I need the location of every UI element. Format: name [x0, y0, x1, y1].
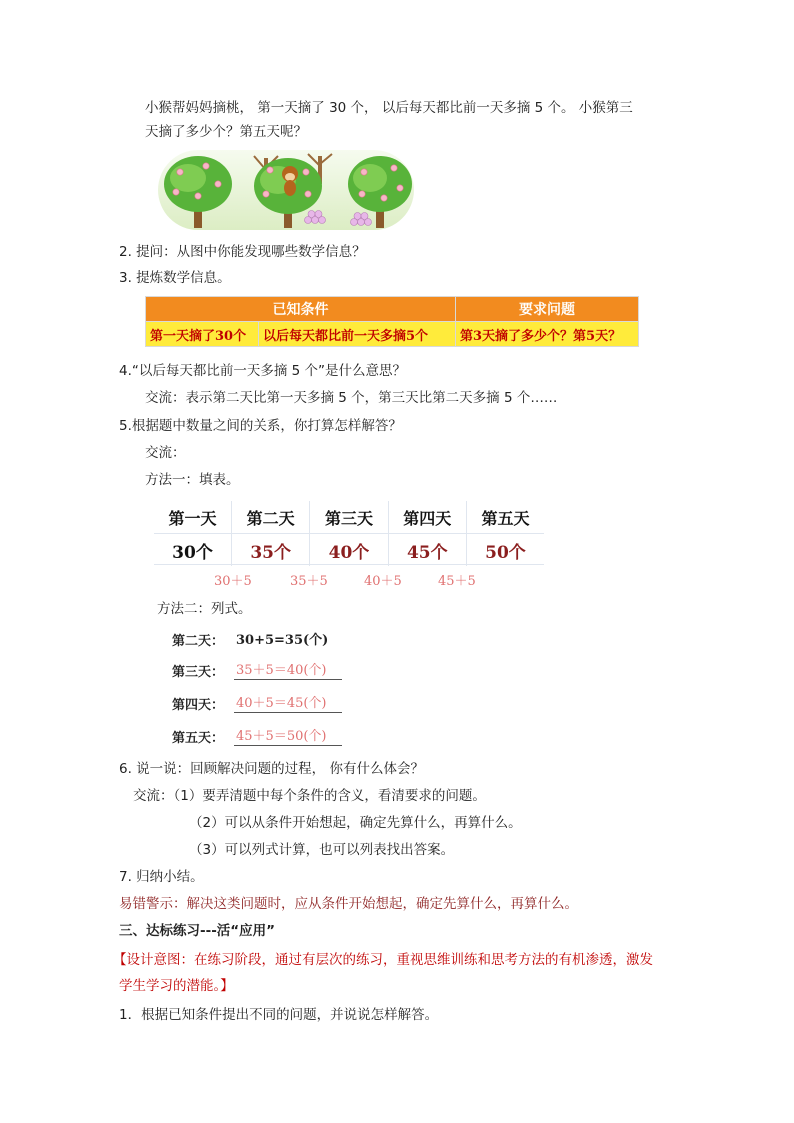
sum-label: 45＋5 [438, 574, 476, 589]
step-5-question: 5.根据题中数量之间的关系，你打算怎样解答？ [119, 418, 402, 434]
equation-expr: 45＋5＝50(个) [236, 729, 327, 744]
day-count: 40个 [310, 534, 388, 567]
exchange-label: 交流： [145, 445, 186, 461]
day-count: 30个 [172, 542, 213, 563]
day-header: 第二天 [232, 501, 310, 534]
exercise-1: 1．根据已知条件提出不同的问题，并说说怎样解答。 [119, 1007, 439, 1023]
day-header: 第四天 [388, 501, 466, 534]
condition-table [145, 296, 639, 347]
method-two-label: 方法二：列式。 [157, 601, 252, 617]
design-intent-line-1: 【设计意图：在练习阶段，通过有层次的练习，重视思维训练和思考方法的有机渗透，激发 [113, 952, 653, 968]
sum-label: 35＋5 [290, 574, 328, 589]
sum-label: 40＋5 [364, 574, 402, 589]
equation-label: 第二天： [172, 634, 225, 649]
section-3-heading: 三、达标练习---活“应用” [119, 923, 276, 939]
step-4-answer: 交流：表示第二天比第一天多摘 5 个，第三天比第二天多摘 5 个…… [145, 390, 558, 406]
step-6-answer-2: （2）可以从条件开始想起，确定先算什么，再算什么。 [189, 815, 522, 831]
day-count: 35个 [232, 534, 310, 567]
table-bottom-border [154, 564, 544, 565]
problem-line-1: 小猴帮妈妈摘桃， 第一天摘了 30 个， 以后每天都比前一天多摘 5 个。 小猴第三 [145, 100, 633, 116]
method-one-label: 方法一：填表。 [145, 472, 240, 488]
day-header: 第三天 [310, 501, 388, 534]
peach-tree-illustration [158, 150, 414, 230]
step-6-question: 6. 说一说：回顾解决问题的过程， 你有什么体会？ [119, 761, 424, 777]
day-header: 第五天 [466, 501, 544, 534]
answer-underline [234, 745, 342, 746]
equation-expr: 35＋5＝40(个) [236, 663, 327, 678]
step-2: 2. 提问：从图中你能发现哪些数学信息？ [119, 244, 366, 260]
equation-expr: 40＋5＝45(个) [236, 696, 327, 711]
design-intent-line-2: 学生学习的潜能。】 [119, 978, 234, 994]
step-4-question: 4.“以后每天都比前一天多摘 5 个”是什么意思？ [119, 363, 407, 379]
known-condition-2: 以后每天都比前一天多摘5个 [259, 322, 456, 347]
known-condition-1: 第一天摘了30个 [146, 322, 259, 347]
header-question: 要求问题 [456, 297, 639, 322]
day-header: 第一天 [154, 501, 232, 534]
day-count: 50个 [466, 534, 544, 567]
step-7: 7. 归纳小结。 [119, 869, 204, 885]
day-count: 45个 [388, 534, 466, 567]
question-cell: 第3天摘了多少个？第5天？ [456, 322, 639, 347]
error-warning: 易错警示：解决这类问题时，应从条件开始想起，确定先算什么，再算什么。 [119, 896, 578, 912]
answer-underline [234, 712, 342, 713]
step-6-answer-3: （3）可以列式计算，也可以列表找出答案。 [189, 842, 455, 858]
sum-label: 30＋5 [214, 574, 252, 589]
step-3: 3. 提炼数学信息。 [119, 270, 231, 286]
answer-underline [234, 679, 342, 680]
problem-line-2: 天摘了多少个？第五天呢？ [145, 124, 307, 140]
header-known-conditions: 已知条件 [146, 297, 456, 322]
equation-label: 第四天： [172, 698, 225, 713]
day-count-table [154, 501, 544, 566]
step-6-answer-1: 交流：（1）要弄清题中每个条件的含义，看清要求的问题。 [133, 788, 486, 804]
equation-expr: 30+5=35(个) [236, 633, 329, 648]
equation-label: 第五天： [172, 731, 225, 746]
equation-label: 第三天： [172, 665, 225, 680]
